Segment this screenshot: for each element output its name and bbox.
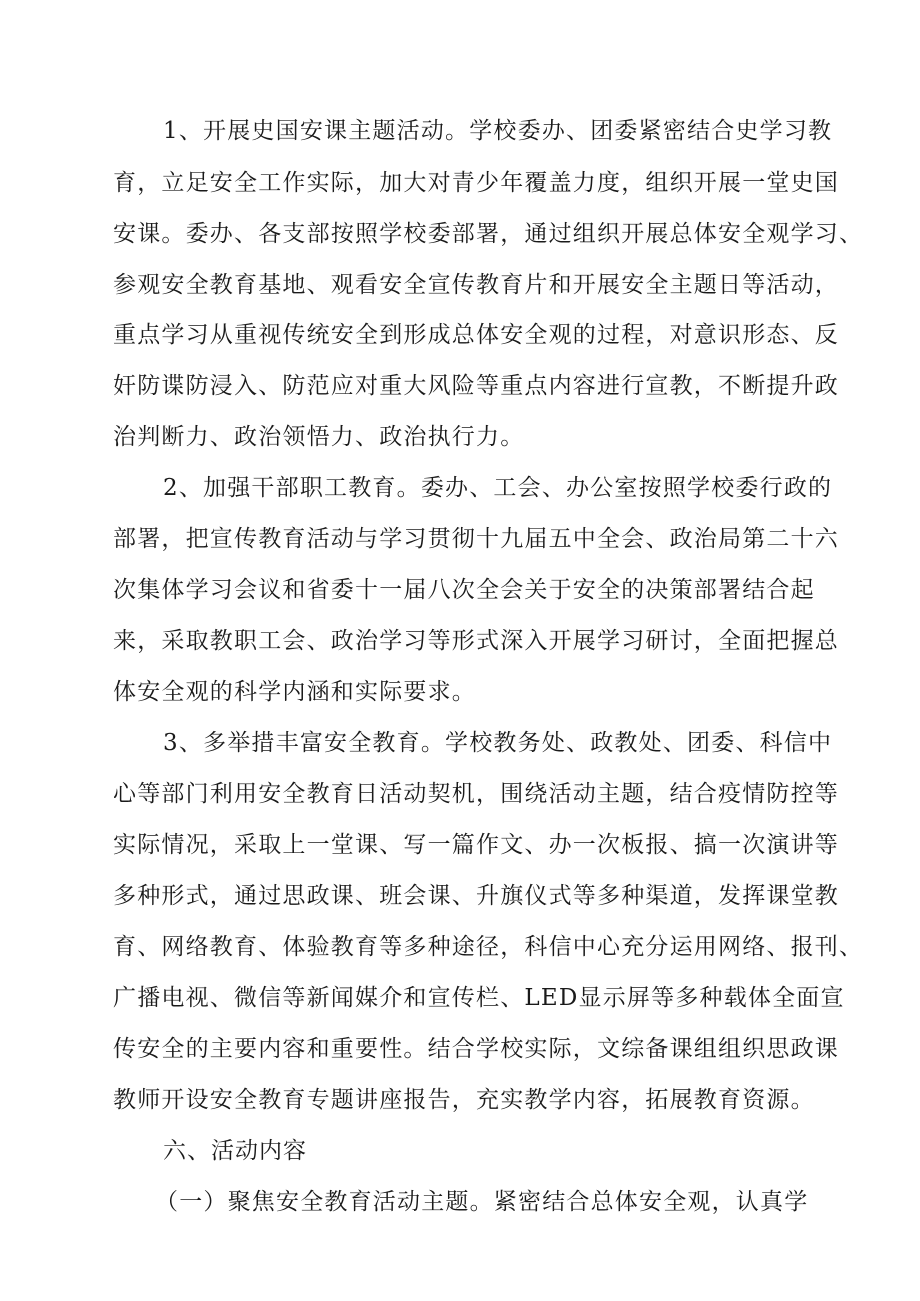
paragraph-2-line-3: 次集体学习会议和省委十一届八次全会关于安全的决策部署结合起 bbox=[113, 577, 815, 603]
paragraph-1-line-2: 育，立足安全工作实际，加大对青少年覆盖力度，组织开展一堂史国 bbox=[113, 170, 839, 196]
paragraph-3-line-1: 3、多举措丰富安全教育。学校教务处、政教处、团委、科信中 bbox=[163, 730, 833, 756]
paragraph-3-line-7: 传安全的主要内容和重要性。结合学校实际，文综备课组组织思政课 bbox=[113, 1036, 839, 1062]
paragraph-3-line-4: 多种形式，通过思政课、班会课、升旗仪式等多种渠道，发挥课堂教 bbox=[113, 883, 839, 909]
paragraph-3-line-5: 育、网络教育、体验教育等多种途径，科信中心充分运用网络、报刊、 bbox=[113, 934, 864, 960]
paragraph-1-line-7: 治判断力、政治领悟力、政治执行力。 bbox=[113, 424, 525, 450]
section-heading: 六、活动内容 bbox=[163, 1138, 307, 1164]
paragraph-2-line-1: 2、加强干部职工教育。委办、工会、办公室按照学校委行政的 bbox=[163, 475, 833, 501]
paragraph-1-line-1: 1、开展史国安课主题活动。学校委办、团委紧密结合史学习教 bbox=[163, 118, 833, 144]
paragraph-2-line-4: 来，采取教职工会、政治学习等形式深入开展学习研讨，全面把握总 bbox=[113, 628, 839, 654]
paragraph-1-line-4: 参观安全教育基地、观看安全宣传教育片和开展安全主题日等活动， bbox=[113, 272, 839, 298]
paragraph-1-line-6: 奸防谍防浸入、防范应对重大风险等重点内容进行宣教，不断提升政 bbox=[113, 373, 839, 399]
paragraph-3-line-3: 实际情况，采取上一堂课、写一篇作文、办一次板报、搞一次演讲等 bbox=[113, 832, 839, 858]
paragraph-3-line-6: 广播电视、微信等新闻媒介和宣传栏、LED显示屏等多种载体全面宣 bbox=[113, 985, 845, 1011]
paragraph-4-line-1: （一）聚焦安全教育活动主题。紧密结合总体安全观，认真学 bbox=[155, 1189, 809, 1215]
paragraph-2-line-2: 部署，把宣传教育活动与学习贯彻十九届五中全会、政治局第二十六 bbox=[113, 526, 839, 552]
paragraph-3-line-8: 教师开设安全教育专题讲座报告，充实教学内容，拓展教育资源。 bbox=[113, 1087, 815, 1113]
paragraph-1-line-3: 安课。委办、各支部按照学校委部署，通过组织开展总体安全观学习、 bbox=[113, 221, 864, 247]
paragraph-2-line-5: 体安全观的科学内涵和实际要求。 bbox=[113, 679, 476, 705]
paragraph-3-line-2: 心等部门利用安全教育日活动契机，围绕活动主题，结合疫情防控等 bbox=[113, 781, 839, 807]
paragraph-1-line-5: 重点学习从重视传统安全到形成总体安全观的过程，对意识形态、反 bbox=[113, 322, 839, 348]
